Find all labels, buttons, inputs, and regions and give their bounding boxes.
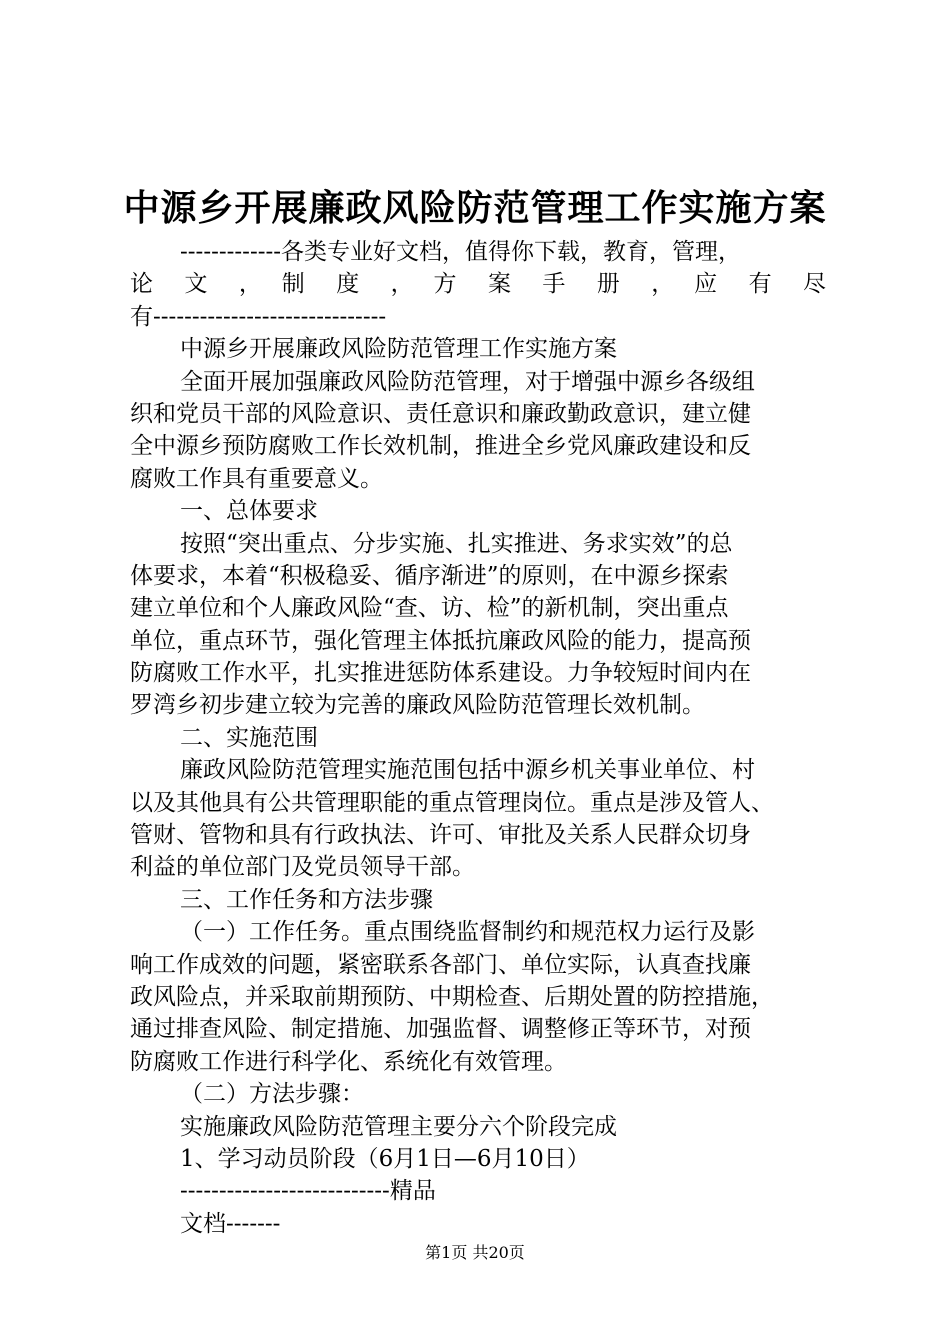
paragraph-line: 响工作成效的问题，紧密联系各部门、单位实际，认真查找廉 xyxy=(130,951,751,978)
paragraph-line: 防腐败工作进行科学化、系统化有效管理。 xyxy=(130,1048,567,1075)
paragraph-line: 1、学习动员阶段（6月1日—6月10日） xyxy=(180,1145,590,1172)
paragraph-line: 政风险点，并采取前期预防、中期检查、后期处置的防控措施， xyxy=(130,983,774,1010)
paragraph-line: 防腐败工作水平，扎实推进惩防体系建设。力争较短时间内在 xyxy=(130,660,751,687)
banner-line: 有------------------------------ xyxy=(130,303,387,330)
paragraph-line: （一）工作任务。重点围绕监督制约和规范权力运行及影 xyxy=(180,919,755,946)
paragraph-line: 全中源乡预防腐败工作长效机制，推进全乡党风廉政建设和反 xyxy=(130,433,751,460)
document-body xyxy=(130,236,826,1240)
paragraph-line: 以及其他具有公共管理职能的重点管理岗位。重点是涉及管人、 xyxy=(130,789,774,816)
paragraph-line: 通过排查风险、制定措施、加强监督、调整修正等环节，对预 xyxy=(130,1016,751,1043)
banner-line: -------------各类专业好文档，值得你下载，教育，管理， xyxy=(180,239,742,265)
paragraph-line: 罗湾乡初步建立较为完善的廉政风险防范管理长效机制。 xyxy=(130,692,705,719)
section-heading: 一、总体要求 xyxy=(180,498,318,525)
banner-line: 论 文 ， 制 度 ， 方 案 手 册 ， 应 有 尽 xyxy=(130,271,826,298)
section-heading: 三、工作任务和方法步骤 xyxy=(180,886,433,913)
paragraph-line: 实施廉政风险防范管理主要分六个阶段完成 xyxy=(180,1113,617,1140)
paragraph-line: 织和党员干部的风险意识、责任意识和廉政勤政意识，建立健 xyxy=(130,400,751,427)
paragraph-line: 全面开展加强廉政风险防范管理，对于增强中源乡各级组 xyxy=(180,368,755,395)
paragraph-line: 利益的单位部门及党员领导干部。 xyxy=(130,854,475,881)
banner-line: ---------------------------精品 xyxy=(180,1178,436,1205)
page-footer: 第1页 共20页 xyxy=(425,1243,525,1262)
paragraph-line: 腐败工作具有重要意义。 xyxy=(130,465,383,492)
paragraph-line: 建立单位和个人廉政风险“查、访、检”的新机制，突出重点 xyxy=(130,595,729,622)
section-heading: （二）方法步骤： xyxy=(180,1081,364,1108)
document-title: 中源乡开展廉政风险防范管理工作实施方案 xyxy=(123,187,827,229)
paragraph-line: 按照“突出重点、分步实施、扎实推进、务求实效”的总 xyxy=(180,530,733,557)
document-subtitle: 中源乡开展廉政风险防范管理工作实施方案 xyxy=(180,336,617,363)
paragraph-line: 单位，重点环节，强化管理主体抵抗廉政风险的能力，提高预 xyxy=(130,627,751,654)
paragraph-line: 廉政风险防范管理实施范围包括中源乡机关事业单位、村 xyxy=(180,757,755,784)
banner-line: 文档------- xyxy=(180,1210,281,1237)
section-heading: 二、实施范围 xyxy=(180,724,318,751)
paragraph-line: 体要求，本着“积极稳妥、循序渐进”的原则，在中源乡探索 xyxy=(130,562,729,589)
paragraph-line: 管财、管物和具有行政执法、许可、审批及关系人民群众切身 xyxy=(130,822,751,849)
